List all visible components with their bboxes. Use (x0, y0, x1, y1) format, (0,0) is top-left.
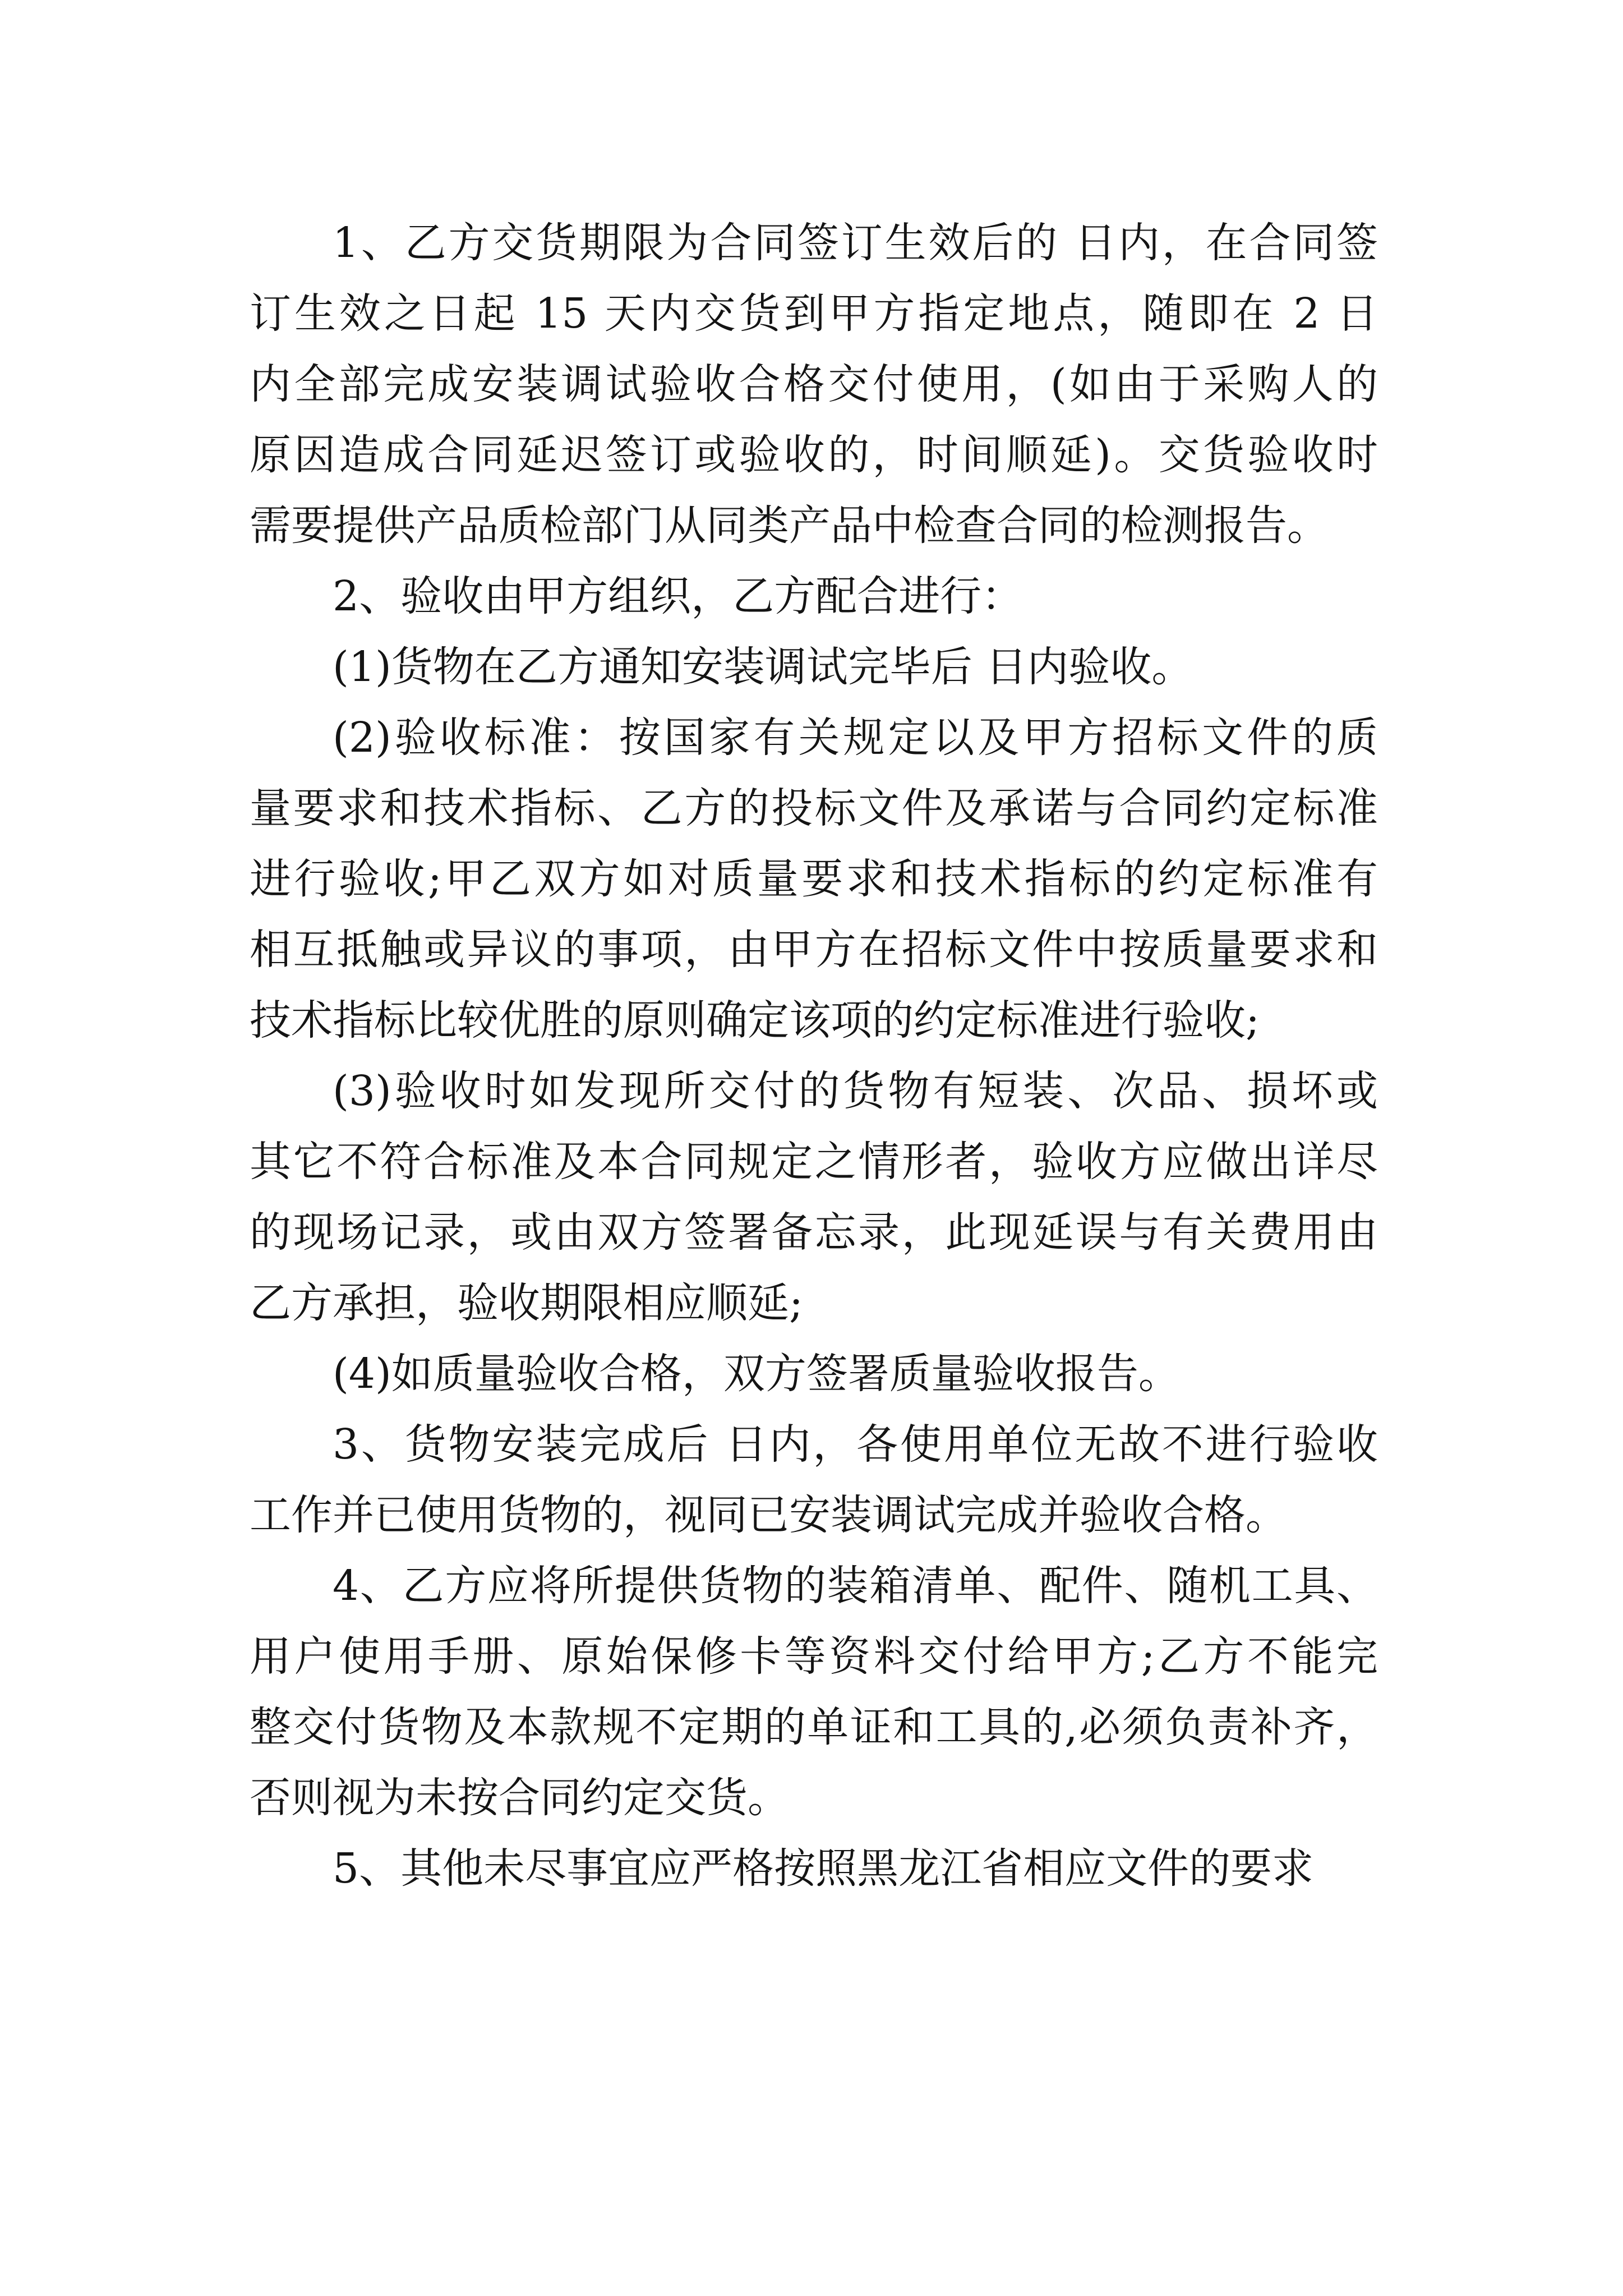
text-line: 其它不符合标准及本合同规定之情形者，验收方应做出详尽 (250, 1138, 1378, 1186)
text-line: 订生效之日起 15 天内交货到甲方指定地点，随即在 2 日 (250, 289, 1378, 338)
text-line: 2、验收由甲方组织，乙方配合进行： (333, 572, 1023, 620)
text-line: 进行验收;甲乙双方如对质量要求和技术指标的约定标准有 (250, 855, 1378, 903)
text-line: 5、其他未尽事宜应严格按照黑龙江省相应文件的要求 (333, 1844, 1314, 1893)
paragraph-delivery-terms (250, 208, 1378, 561)
paragraph-acceptance-item-1 (250, 632, 1378, 702)
text-line: 否则视为未按合同约定交货。 (250, 1774, 789, 1822)
text-line: 4、乙方应将所提供货物的装箱清单、配件、随机工具、 (333, 1562, 1378, 1610)
text-line: 量要求和技术指标、乙方的投标文件及承诺与合同约定标准 (250, 784, 1378, 832)
text-line: 整交付货物及本款规不定期的单证和工具的,必须负责补齐， (250, 1703, 1378, 1751)
text-line: (3)验收时如发现所交付的货物有短装、次品、损坏或 (333, 1067, 1378, 1115)
text-line: 内全部完成安装调试验收合格交付使用，(如由于采购人的 (250, 360, 1378, 408)
text-line: 工作并已使用货物的，视同已安装调试完成并验收合格。 (250, 1491, 1287, 1539)
text-line: 技术指标比较优胜的原则确定该项的约定标准进行验收; (250, 996, 1260, 1045)
text-line: (2)验收标准：按国家有关规定以及甲方招标文件的质 (333, 714, 1378, 762)
paragraph-acceptance-item-3 (250, 1056, 1378, 1338)
text-line: 1、乙方交货期限为合同签订生效后的 日内，在合同签 (333, 219, 1378, 267)
text-line: 需要提供产品质检部门从同类产品中检查合同的检测报告。 (250, 501, 1329, 550)
paragraph-delivery-documents (250, 1550, 1378, 1833)
paragraph-acceptance-item-2 (250, 702, 1378, 1056)
text-line: 用户使用手册、原始保修卡等资料交付给甲方;乙方不能完 (250, 1632, 1378, 1681)
paragraph-acceptance-item-4 (250, 1338, 1378, 1409)
text-line: 3、货物安装完成后 日内，各使用单位无故不进行验收 (333, 1420, 1378, 1469)
text-line: (4)如质量验收合格，双方签署质量验收报告。 (333, 1350, 1180, 1398)
contract-body-text (250, 208, 1378, 1904)
paragraph-installation-acceptance (250, 1409, 1378, 1550)
text-line: 的现场记录，或由双方签署备忘录，此现延误与有关费用由 (250, 1208, 1378, 1257)
text-line: (1)货物在乙方通知安装调试完毕后 日内验收。 (333, 643, 1193, 691)
paragraph-other-matters (250, 1833, 1378, 1904)
text-line: 相互抵触或异议的事项，由甲方在招标文件中按质量要求和 (250, 926, 1378, 974)
text-line: 乙方承担，验收期限相应顺延; (250, 1279, 803, 1327)
paragraph-acceptance-organization (250, 561, 1378, 632)
text-line: 原因造成合同延迟签订或验收的，时间顺延)。交货验收时 (250, 431, 1378, 479)
